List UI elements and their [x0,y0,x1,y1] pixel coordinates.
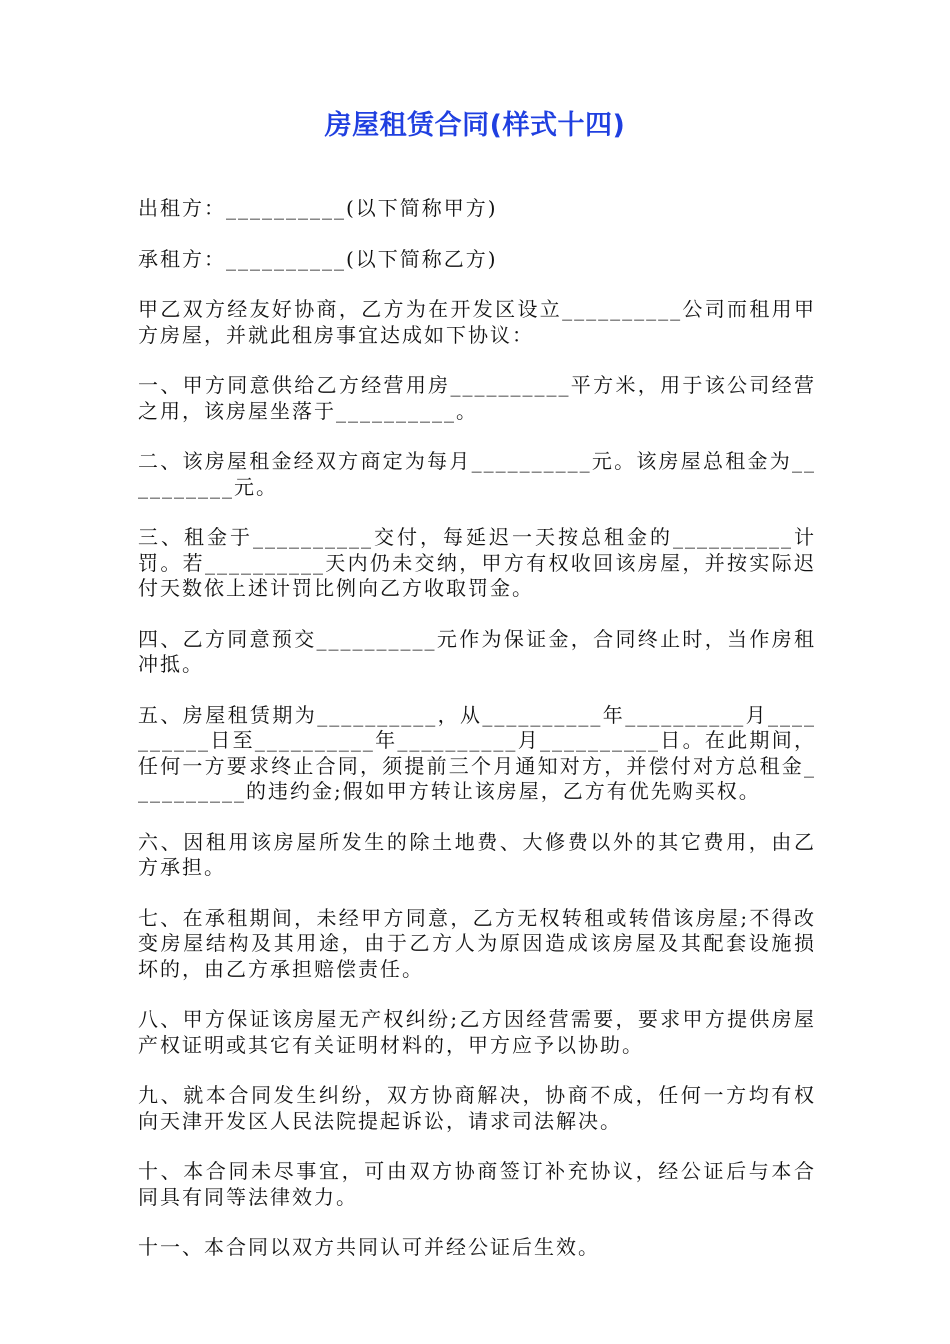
clause-2: 二、该房屋租金经双方商定为每月__________元。该房屋总租金为__________元。 [138,449,816,499]
clause-8: 八、甲方保证该房屋无产权纠纷;乙方因经营需要，要求甲方提供房屋产权证明或其它有关证明材料的，甲方应予以协助。 [138,1007,816,1057]
clause-preamble: 甲乙双方经友好协商，乙方为在开发区设立__________公司而租用甲方房屋，并就此租房事宜达成如下协议： [138,297,816,347]
clause-5: 五、房屋租赁期为__________，从__________年__________月__________日至__________年__________月__________日。在此期间，任何一方要求终止合同，须提前三个月通知对方，并偿付对方总租金__________的违约金;假如甲方转让该房屋，乙方有优先购买权。 [138,702,816,803]
document-body [138,196,816,1286]
clause-1: 一、甲方同意供给乙方经营用房__________平方米，用于该公司经营之用，该房屋坐落于__________。 [138,373,816,423]
clause-11: 十一、本合同以双方共同认可并经公证后生效。 [138,1235,600,1259]
clause-6: 六、因租用该房屋所发生的除土地费、大修费以外的其它费用，由乙方承担。 [138,829,816,879]
document-title: 房屋租赁合同(样式十四) [324,110,626,141]
clause-4: 四、乙方同意预交__________元作为保证金，合同终止时，当作房租冲抵。 [138,626,816,676]
clause-7: 七、在承租期间，未经甲方同意，乙方无权转租或转借该房屋;不得改变房屋结构及其用途，由于乙方人为原因造成该房屋及其配套设施损坏的，由乙方承担赔偿责任。 [138,905,816,981]
clause-9: 九、就本合同发生纠纷，双方协商解决，协商不成，任何一方均有权向天津开发区人民法院提起诉讼，请求司法解决。 [138,1083,816,1133]
clause-lessee: 承租方：__________(以下简称乙方) [138,246,498,271]
clause-10: 十、本合同未尽事宜，可由双方协商签订补充协议，经公证后与本合同具有同等法律效力。 [138,1159,816,1209]
clause-3: 三、租金于__________交付，每延迟一天按总租金的__________计罚。若__________天内仍未交纳，甲方有权收回该房屋，并按实际迟付天数依上述计罚比例向乙方收取罚金。 [138,525,816,600]
clause-lessor: 出租方：__________(以下简称甲方) [138,196,498,220]
